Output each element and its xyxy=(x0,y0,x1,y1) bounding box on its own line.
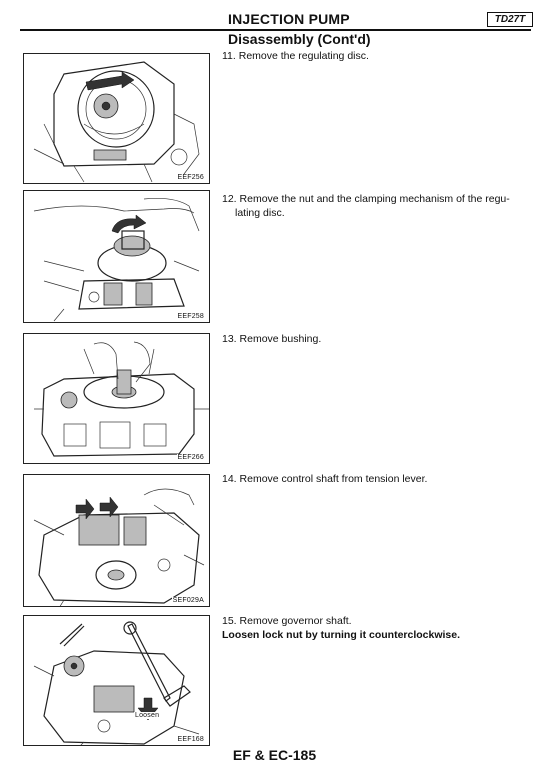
step-11-text xyxy=(222,49,532,63)
step-15-text xyxy=(222,614,532,628)
figure-eef256 xyxy=(23,53,210,184)
regulating-disc-illustration xyxy=(24,54,210,184)
figure-label: EEF266 xyxy=(177,454,204,461)
figure-label: SEF029A xyxy=(172,597,204,604)
step-14-text xyxy=(222,472,532,486)
step-instruction-continued: lating disc. xyxy=(235,207,285,219)
step-12-text xyxy=(222,192,532,220)
model-badge: TD27T xyxy=(487,12,533,27)
step-number: 14. xyxy=(222,473,237,485)
bushing-illustration xyxy=(24,334,210,464)
step-instruction: Remove the nut and the clamping mechanism of the regu- xyxy=(239,193,510,205)
callout-loosen: Loosen xyxy=(135,712,160,719)
section-title: INJECTION PUMP xyxy=(228,11,350,27)
figure-label: EEF168 xyxy=(177,736,204,743)
governor-shaft-illustration xyxy=(24,616,210,746)
step-instruction: Remove bushing. xyxy=(239,333,322,345)
page-subheading: Disassembly (Cont'd) xyxy=(228,31,371,47)
step-15-note: Loosen lock nut by turning it counterclockwise. xyxy=(222,629,461,641)
figure-eef168 xyxy=(23,615,210,746)
step-instruction: Remove control shaft from tension lever. xyxy=(239,473,428,485)
step-number: 11. xyxy=(222,50,236,62)
step-number: 12. xyxy=(222,193,237,205)
control-shaft-illustration xyxy=(24,475,210,607)
figure-eef258 xyxy=(23,190,210,323)
page-number: EF & EC-185 xyxy=(232,747,317,763)
figure-eef266 xyxy=(23,333,210,464)
step-instruction: Remove governor shaft. xyxy=(239,615,352,627)
figure-label: EEF256 xyxy=(177,174,204,181)
step-number: 13. xyxy=(222,333,237,345)
step-13-text xyxy=(222,332,532,346)
step-number: 15. xyxy=(222,615,237,627)
figure-label: EEF258 xyxy=(177,313,204,320)
clamping-mechanism-illustration xyxy=(24,191,210,323)
step-instruction: Remove the regulating disc. xyxy=(238,50,369,62)
figure-sef029a xyxy=(23,474,210,607)
